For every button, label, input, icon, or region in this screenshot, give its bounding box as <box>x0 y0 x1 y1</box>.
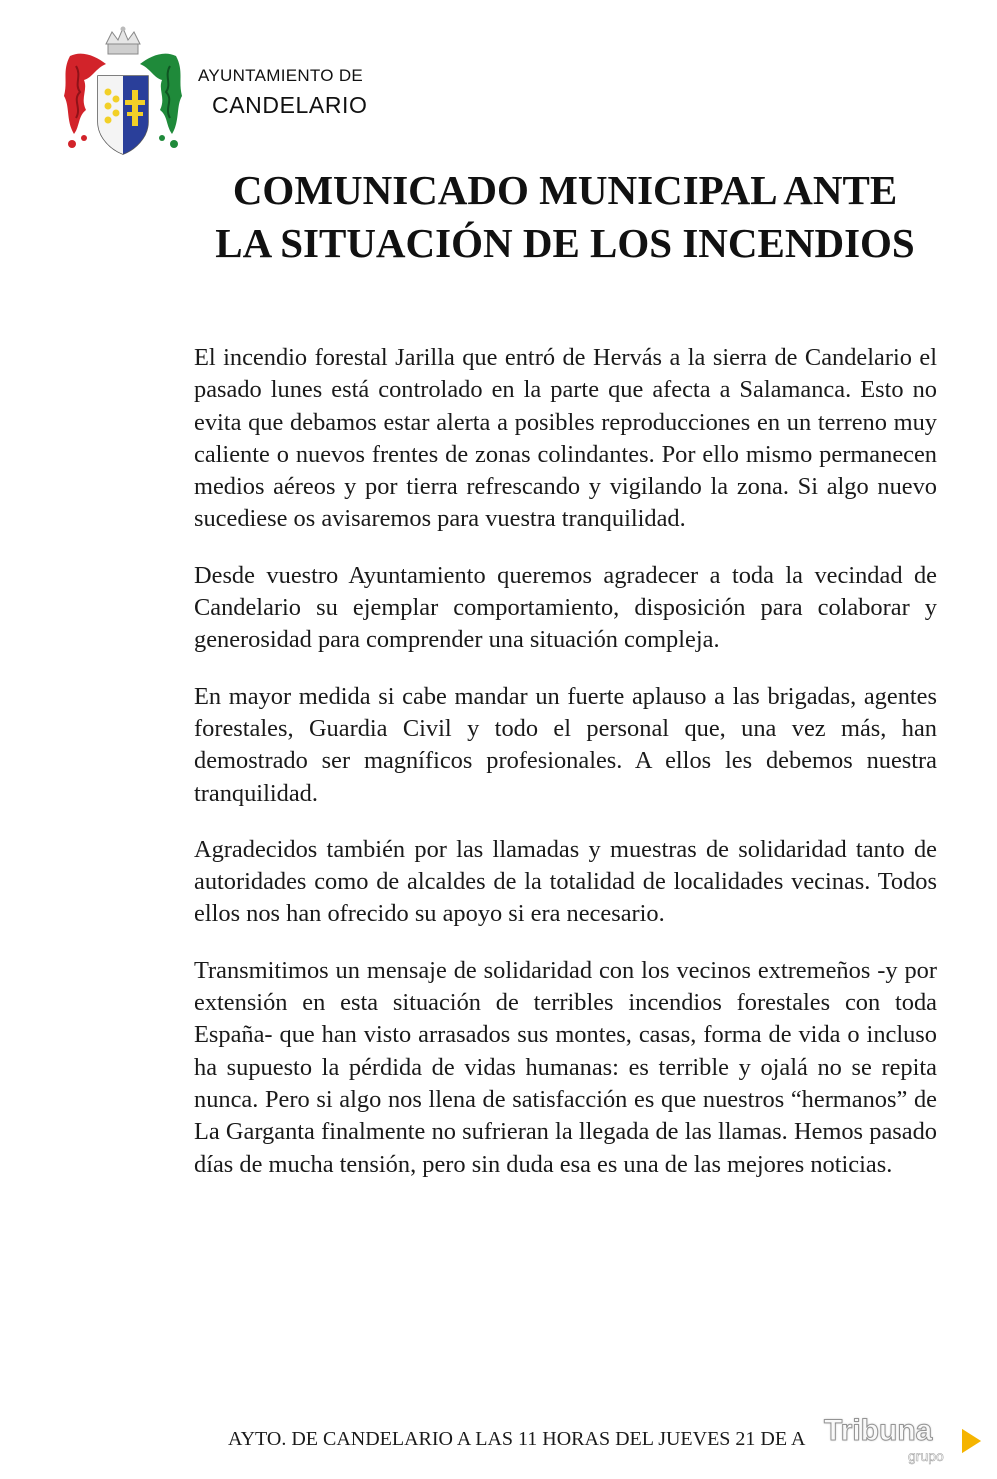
coat-of-arms-icon <box>62 26 184 158</box>
tribuna-watermark <box>824 1414 992 1474</box>
paragraph: Transmitimos un mensaje de solidaridad con los vecinos extremeños -y por extensión en esta situación de terribles incendios forestales con toda España- que han visto arrasados sus montes, casas, forma de vida o incluso ha supuesto la pérdida de vidas humanas: es terrible y ojalá no se repita nunca. Pero si algo nos llena de satisfacción es que nuestros “hermanos” de La Garganta finalmente no sufrieran la llegada de las llamas. Hemos pasado días de mucha tensión, pero sin duda esa es una de las mejores noticias. <box>194 956 937 1178</box>
title-line1: COMUNICADO MUNICIPAL ANTE <box>232 167 898 213</box>
paragraph: Agradecidos también por las llamadas y muestras de solidaridad tanto de autoridades como de alcaldes de la totalidad de localidades vecinas. Todos ellos nos han ofrecido su apoyo si era necesario. <box>194 835 937 928</box>
play-triangle-icon <box>958 1424 986 1458</box>
statement-body <box>194 342 937 1205</box>
crown-icon <box>106 27 140 55</box>
org-name-line2: CANDELARIO <box>212 92 368 118</box>
paragraph: Desde vuestro Ayuntamiento queremos agradecer a toda la vecindad de Candelario su ejemplar comportamiento, disposición para colaborar y generosidad para comprender una situación compleja. <box>194 561 937 654</box>
signature-footer: AYTO. DE CANDELARIO A LAS 11 HORAS DEL JUEVES 21 DE A <box>228 1428 806 1450</box>
letterhead <box>62 26 462 161</box>
paragraph: En mayor medida si cabe mandar un fuerte aplauso a las brigadas, agentes forestales, Guardia Civil y todo el personal que, una vez más, han demostrado ser magníficos profesionales. A ellos les debemos nuestra tranquilidad. <box>194 682 937 807</box>
org-name-line1: AYUNTAMIENTO DE <box>198 66 364 85</box>
paragraph: El incendio forestal Jarilla que entró de Hervás a la sierra de Candelario el pasado lunes está controlado en la parte que afecta a Salamanca. Esto no evita que debamos estar alerta a posibles reproducciones en un terreno muy caliente o nuevos frentes de zonas colindantes. Por ello mismo permanecen medios aéreos y por tierra refrescando y vigilando la zona. Si algo nuevo sucediese os avisaremos para vuestra tranquilidad. <box>194 344 937 533</box>
watermark-sub: grupo <box>908 1448 944 1464</box>
watermark-brand: Tribuna <box>824 1414 933 1447</box>
page-title <box>190 164 940 270</box>
title-line2: LA SITUACIÓN DE LOS INCENDIOS <box>215 220 915 266</box>
